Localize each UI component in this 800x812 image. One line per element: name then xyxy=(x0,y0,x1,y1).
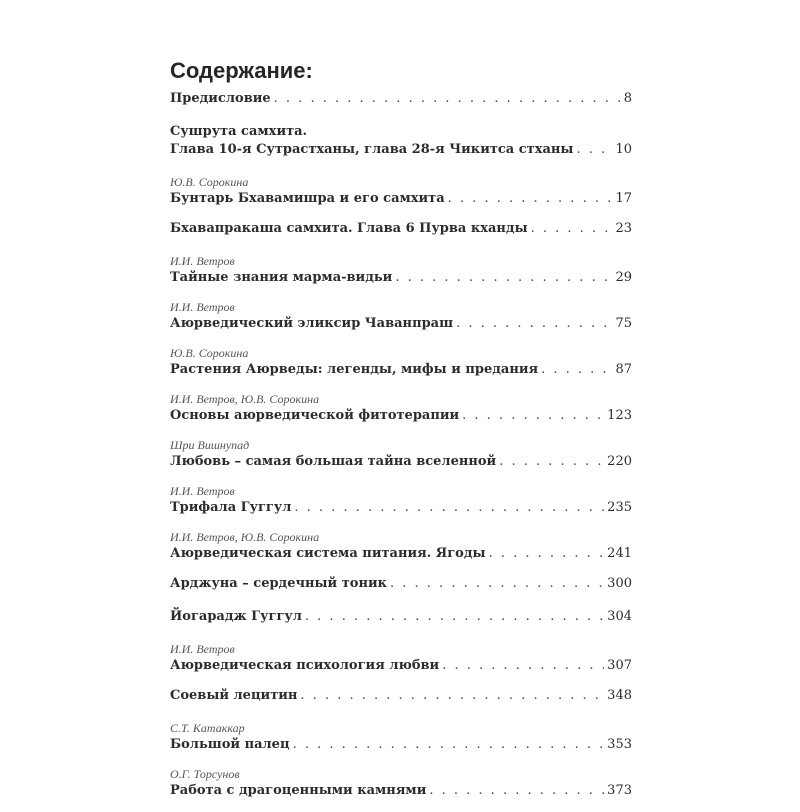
dot-leader xyxy=(456,315,612,333)
entry-title: Работа с драгоценными камнями xyxy=(170,783,427,798)
dot-leader xyxy=(305,608,604,626)
entry-page-number: 8 xyxy=(623,91,632,106)
entry-author: Шри Вишнупад xyxy=(170,438,250,452)
dot-leader xyxy=(462,407,604,425)
dot-leader xyxy=(576,141,612,159)
dot-leader xyxy=(274,90,621,108)
entry-title: Аюрведический эликсир Чаванпраш xyxy=(170,316,454,331)
entry-author: И.И. Ветров, Ю.В. Сорокина xyxy=(170,530,320,544)
entry-author: И.И. Ветров, Ю.В. Сорокина xyxy=(170,392,320,406)
page-title: Содержание: xyxy=(170,58,313,83)
entry-line xyxy=(170,269,632,287)
entry-title: Основы аюрведической фитотерапии xyxy=(170,408,460,423)
entry-author: С.Т. Катаккар xyxy=(170,721,245,735)
toc-entry[interactable] xyxy=(170,299,632,333)
toc-entry[interactable] xyxy=(170,220,632,238)
entry-title-prefix: Сушрута самхита. xyxy=(170,124,308,139)
entry-author: И.И. Ветров xyxy=(170,254,235,268)
entry-title: Йогарадж Гуггул xyxy=(170,609,302,624)
entry-title: Бунтарь Бхавамишра и его самхита xyxy=(170,191,445,206)
entry-line xyxy=(170,575,632,593)
entry-page-number: 353 xyxy=(607,737,632,752)
entry-author: О.Г. Торсунов xyxy=(170,767,240,781)
entry-page-number: 241 xyxy=(607,546,632,561)
entry-line xyxy=(170,361,632,379)
entry-line xyxy=(170,407,632,425)
entry-page-number: 373 xyxy=(607,783,632,798)
entry-line xyxy=(170,545,632,563)
dot-leader xyxy=(300,687,604,705)
toc-entry[interactable] xyxy=(170,437,632,471)
entry-page-number: 17 xyxy=(615,191,632,206)
entry-page-number: 23 xyxy=(615,221,632,236)
entry-author: И.И. Ветров xyxy=(170,642,235,656)
entry-line xyxy=(170,687,632,705)
toc-entry[interactable] xyxy=(170,253,632,287)
toc-entry[interactable] xyxy=(170,529,632,563)
toc-entry[interactable] xyxy=(170,391,632,425)
entry-title: Соевый лецитин xyxy=(170,688,298,703)
toc-entry[interactable] xyxy=(170,687,632,705)
dot-leader xyxy=(390,575,604,593)
toc-entry[interactable] xyxy=(170,641,632,675)
entry-title: Тайные знания марма-видьи xyxy=(170,270,393,285)
toc-entry[interactable] xyxy=(170,766,632,800)
entry-page-number: 87 xyxy=(615,362,632,377)
entry-line xyxy=(170,608,632,626)
entry-title: Предисловие xyxy=(170,91,271,106)
entry-line xyxy=(170,453,632,471)
entry-page-number: 75 xyxy=(615,316,632,331)
dot-leader xyxy=(531,220,613,238)
entry-title: Трифала Гуггул xyxy=(170,500,292,515)
entry-title: Растения Аюрведы: легенды, мифы и предания xyxy=(170,362,539,377)
dot-leader xyxy=(448,190,613,208)
entry-page-number: 304 xyxy=(607,609,632,624)
dot-leader xyxy=(442,657,604,675)
entry-page-number: 300 xyxy=(607,576,632,591)
entry-line xyxy=(170,499,632,517)
entry-title: Аюрведическая психология любви xyxy=(170,658,440,673)
entry-page-number: 235 xyxy=(607,500,632,515)
entry-page-number: 29 xyxy=(615,270,632,285)
entry-line xyxy=(170,220,632,238)
dot-leader xyxy=(429,782,604,800)
entry-author: Ю.В. Сорокина xyxy=(170,175,249,189)
toc-entry[interactable] xyxy=(170,720,632,754)
entry-title: Аюрведическая система питания. Ягоды xyxy=(170,546,486,561)
toc-entry[interactable] xyxy=(170,575,632,593)
toc-entry[interactable] xyxy=(170,123,632,159)
toc-entry[interactable] xyxy=(170,608,632,626)
table-of-contents xyxy=(170,90,632,812)
entry-author: И.И. Ветров xyxy=(170,484,235,498)
entry-line xyxy=(170,90,632,108)
toc-entry[interactable] xyxy=(170,174,632,208)
entry-title: Глава 10-я Сутрастханы, глава 28-я Чикитса стханы xyxy=(170,142,574,157)
dot-leader xyxy=(395,269,612,287)
entry-page-number: 10 xyxy=(615,142,632,157)
dot-leader xyxy=(499,453,604,471)
entry-title: Большой палец xyxy=(170,737,290,752)
dot-leader xyxy=(293,736,605,754)
entry-line xyxy=(170,736,632,754)
toc-entry[interactable] xyxy=(170,90,632,108)
entry-page-number: 123 xyxy=(607,408,632,423)
entry-page-number: 220 xyxy=(607,454,632,469)
dot-leader xyxy=(489,545,605,563)
dot-leader xyxy=(541,361,612,379)
entry-author: Ю.В. Сорокина xyxy=(170,346,249,360)
entry-line xyxy=(170,782,632,800)
entry-page-number: 307 xyxy=(607,658,632,673)
entry-line xyxy=(170,190,632,208)
entry-page-number: 348 xyxy=(607,688,632,703)
dot-leader xyxy=(294,499,604,517)
entry-line xyxy=(170,657,632,675)
toc-entry[interactable] xyxy=(170,345,632,379)
toc-entry[interactable] xyxy=(170,483,632,517)
entry-line xyxy=(170,315,632,333)
entry-title: Арджуна – сердечный тоник xyxy=(170,576,387,591)
entry-author: И.И. Ветров xyxy=(170,300,235,314)
entry-title: Любовь – самая большая тайна вселенной xyxy=(170,454,497,469)
entry-title: Бхавапракаша самхита. Глава 6 Пурва кханды xyxy=(170,221,528,236)
entry-line xyxy=(170,141,632,159)
